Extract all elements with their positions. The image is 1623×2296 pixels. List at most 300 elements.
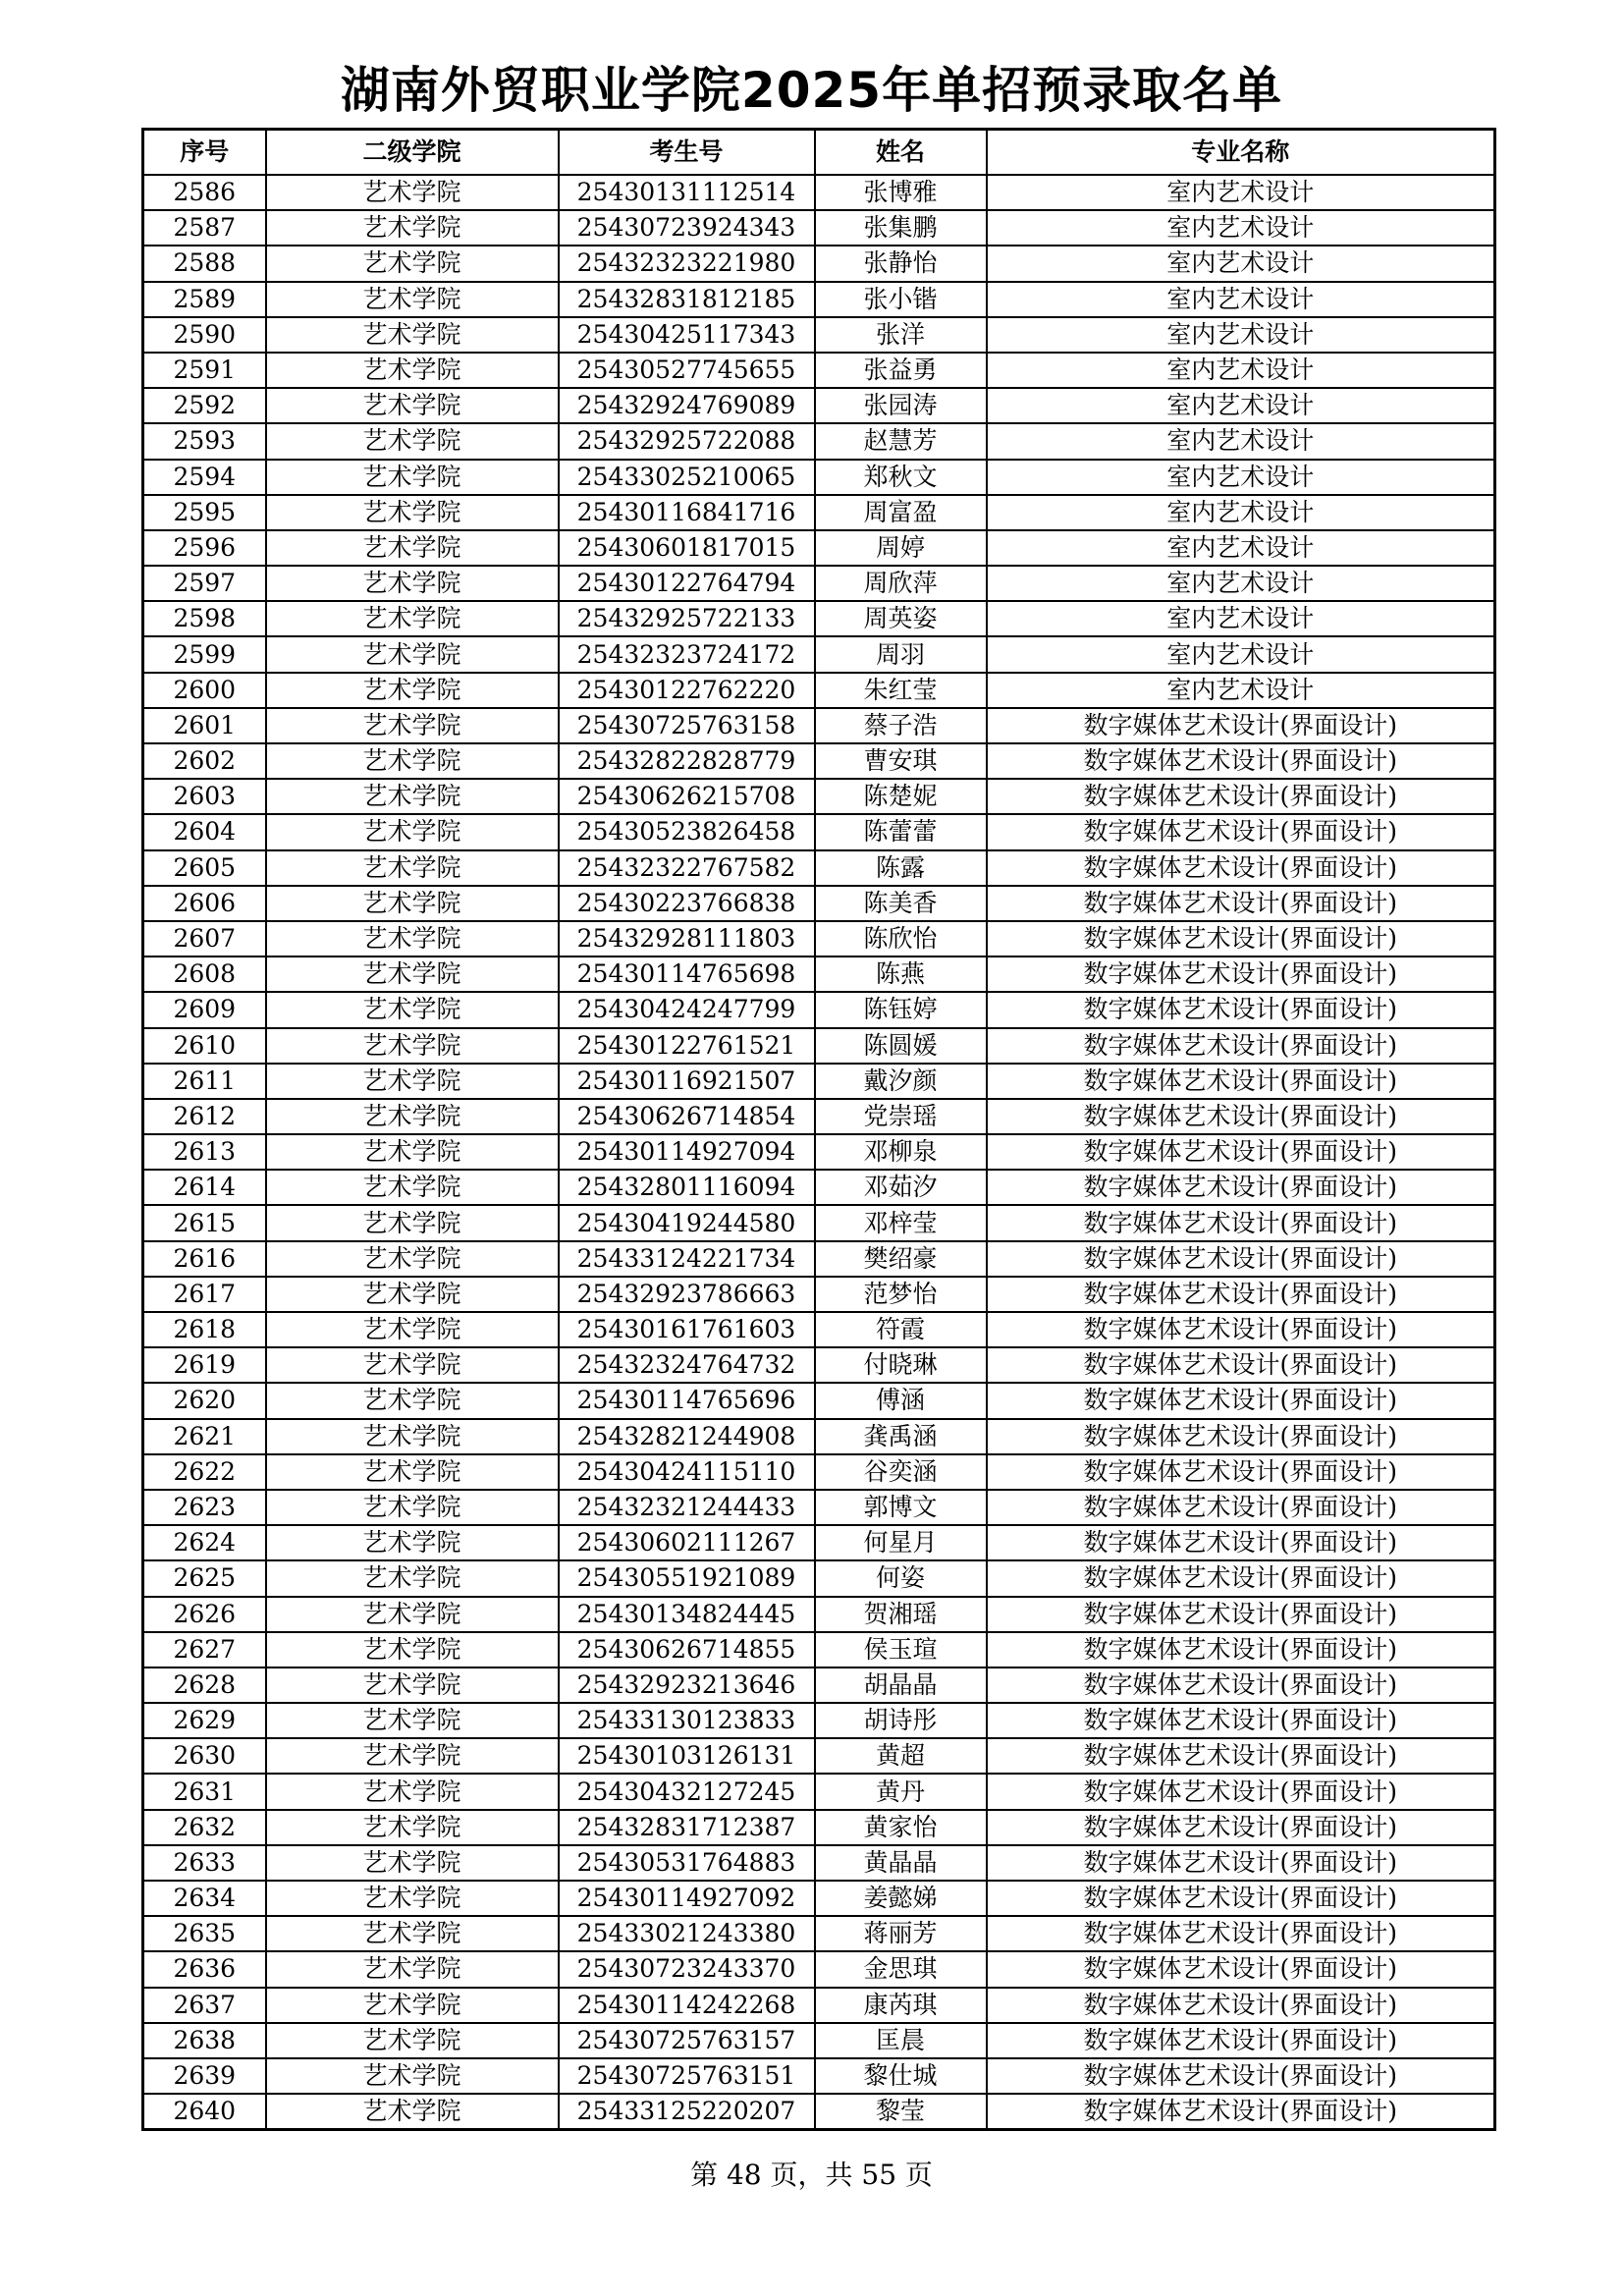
row-name: 付晓琳 (815, 1347, 987, 1383)
row-college: 艺术学院 (266, 601, 559, 636)
row-name: 贺湘瑶 (815, 1597, 987, 1632)
row-name: 樊绍豪 (815, 1241, 987, 1277)
row-index: 2588 (143, 246, 266, 281)
table-row (143, 246, 1495, 281)
row-name: 龚禹涵 (815, 1419, 987, 1454)
row-index: 2625 (143, 1560, 266, 1596)
table-row (143, 1632, 1495, 1667)
row-college: 艺术学院 (266, 1560, 559, 1596)
row-major: 数字媒体艺术设计(界面设计) (987, 1454, 1495, 1490)
row-college: 艺术学院 (266, 1916, 559, 1951)
row-name: 陈蕾蕾 (815, 814, 987, 849)
row-college: 艺术学院 (266, 992, 559, 1027)
table-row (143, 460, 1495, 495)
row-exam-number: 25430602111267 (559, 1525, 815, 1560)
row-name: 曹安琪 (815, 743, 987, 779)
row-college: 艺术学院 (266, 1632, 559, 1667)
row-college: 艺术学院 (266, 957, 559, 992)
row-college: 艺术学院 (266, 566, 559, 601)
row-college: 艺术学院 (266, 1347, 559, 1383)
row-name: 邓梓莹 (815, 1205, 987, 1240)
row-index: 2629 (143, 1703, 266, 1738)
row-exam-number: 25430114242268 (559, 1988, 815, 2023)
table-row (143, 1383, 1495, 1418)
row-major: 数字媒体艺术设计(界面设计) (987, 992, 1495, 1027)
table-row (143, 1347, 1495, 1383)
row-index: 2618 (143, 1312, 266, 1347)
row-name: 张静怡 (815, 246, 987, 281)
row-exam-number: 25432923786663 (559, 1277, 815, 1312)
row-major: 数字媒体艺术设计(界面设计) (987, 1632, 1495, 1667)
row-college: 艺术学院 (266, 317, 559, 353)
row-exam-number: 25430527745655 (559, 353, 815, 388)
row-index: 2590 (143, 317, 266, 353)
row-exam-number: 25432925722133 (559, 601, 815, 636)
row-college: 艺术学院 (266, 1064, 559, 1099)
table-row (143, 708, 1495, 743)
row-exam-number: 25432924769089 (559, 388, 815, 423)
row-major: 数字媒体艺术设计(界面设计) (987, 708, 1495, 743)
row-college: 艺术学院 (266, 779, 559, 814)
row-exam-number: 25430723924343 (559, 210, 815, 246)
table-row (143, 779, 1495, 814)
row-exam-number: 25430425117343 (559, 317, 815, 353)
row-college: 艺术学院 (266, 886, 559, 921)
row-name: 侯玉瑄 (815, 1632, 987, 1667)
row-college: 艺术学院 (266, 388, 559, 423)
row-name: 邓柳泉 (815, 1134, 987, 1170)
table-row (143, 210, 1495, 246)
row-college: 艺术学院 (266, 1277, 559, 1312)
row-name: 黄丹 (815, 1774, 987, 1809)
row-college: 艺术学院 (266, 2023, 559, 2058)
row-major: 数字媒体艺术设计(界面设计) (987, 1525, 1495, 1560)
row-major: 室内艺术设计 (987, 601, 1495, 636)
row-college: 艺术学院 (266, 1312, 559, 1347)
row-index: 2610 (143, 1028, 266, 1064)
table-row (143, 282, 1495, 317)
row-index: 2604 (143, 814, 266, 849)
row-major: 数字媒体艺术设计(界面设计) (987, 1881, 1495, 1916)
row-major: 室内艺术设计 (987, 388, 1495, 423)
row-major: 数字媒体艺术设计(界面设计) (987, 1916, 1495, 1951)
row-major: 数字媒体艺术设计(界面设计) (987, 779, 1495, 814)
row-exam-number: 25430122762220 (559, 673, 815, 708)
table-row (143, 1134, 1495, 1170)
row-major: 室内艺术设计 (987, 175, 1495, 210)
table-row (143, 566, 1495, 601)
row-exam-number: 25432322767582 (559, 850, 815, 886)
row-index: 2597 (143, 566, 266, 601)
row-major: 数字媒体艺术设计(界面设计) (987, 850, 1495, 886)
row-major: 数字媒体艺术设计(界面设计) (987, 1738, 1495, 1774)
table-row (143, 1667, 1495, 1703)
row-major: 数字媒体艺术设计(界面设计) (987, 1277, 1495, 1312)
table-row (143, 850, 1495, 886)
table-row (143, 1881, 1495, 1916)
row-name: 张小锴 (815, 282, 987, 317)
header-name: 姓名 (815, 130, 987, 176)
table-row (143, 1241, 1495, 1277)
row-exam-number: 25432923213646 (559, 1667, 815, 1703)
row-index: 2599 (143, 636, 266, 672)
row-index: 2632 (143, 1810, 266, 1845)
row-exam-number: 25430419244580 (559, 1205, 815, 1240)
table-row (143, 957, 1495, 992)
row-exam-number: 25430551921089 (559, 1560, 815, 1596)
row-college: 艺术学院 (266, 1170, 559, 1205)
row-major: 室内艺术设计 (987, 495, 1495, 530)
row-name: 康芮琪 (815, 1988, 987, 2023)
table-row (143, 1951, 1495, 1987)
row-college: 艺术学院 (266, 743, 559, 779)
row-exam-number: 25433125220207 (559, 2094, 815, 2130)
table-row (143, 886, 1495, 921)
header-major: 专业名称 (987, 130, 1495, 176)
row-name: 陈欣怡 (815, 921, 987, 957)
row-name: 陈美香 (815, 886, 987, 921)
row-name: 何星月 (815, 1525, 987, 1560)
row-name: 傅涵 (815, 1383, 987, 1418)
table-row (143, 1454, 1495, 1490)
row-exam-number: 25430601817015 (559, 530, 815, 566)
row-major: 数字媒体艺术设计(界面设计) (987, 1064, 1495, 1099)
row-name: 戴汐颜 (815, 1064, 987, 1099)
table-row (143, 1028, 1495, 1064)
row-major: 数字媒体艺术设计(界面设计) (987, 1205, 1495, 1240)
table-row (143, 1312, 1495, 1347)
row-major: 数字媒体艺术设计(界面设计) (987, 743, 1495, 779)
row-index: 2592 (143, 388, 266, 423)
row-index: 2596 (143, 530, 266, 566)
row-name: 赵慧芳 (815, 423, 987, 459)
row-index: 2589 (143, 282, 266, 317)
row-name: 周富盈 (815, 495, 987, 530)
row-name: 陈楚妮 (815, 779, 987, 814)
row-college: 艺术学院 (266, 1951, 559, 1987)
row-index: 2594 (143, 460, 266, 495)
header-college: 二级学院 (266, 130, 559, 176)
row-major: 数字媒体艺术设计(界面设计) (987, 1774, 1495, 1809)
row-exam-number: 25430432127245 (559, 1774, 815, 1809)
row-college: 艺术学院 (266, 282, 559, 317)
row-name: 陈钰婷 (815, 992, 987, 1027)
page-title: 湖南外贸职业学院2025年单招预录取名单 (340, 62, 1283, 119)
table-row (143, 1560, 1495, 1596)
row-college: 艺术学院 (266, 210, 559, 246)
table-row (143, 992, 1495, 1027)
row-major: 数字媒体艺术设计(界面设计) (987, 1134, 1495, 1170)
row-college: 艺术学院 (266, 1703, 559, 1738)
row-major: 室内艺术设计 (987, 636, 1495, 672)
row-exam-number: 25430424247799 (559, 992, 815, 1027)
table-row (143, 1064, 1495, 1099)
row-exam-number: 25432801116094 (559, 1170, 815, 1205)
table-row (143, 1597, 1495, 1632)
row-index: 2602 (143, 743, 266, 779)
row-index: 2620 (143, 1383, 266, 1418)
table-row (143, 814, 1495, 849)
table-row (143, 1738, 1495, 1774)
row-exam-number: 25432928111803 (559, 921, 815, 957)
row-exam-number: 25430626215708 (559, 779, 815, 814)
row-major: 数字媒体艺术设计(界面设计) (987, 1988, 1495, 2023)
row-major: 数字媒体艺术设计(界面设计) (987, 1099, 1495, 1134)
row-college: 艺术学院 (266, 2094, 559, 2130)
row-exam-number: 25433025210065 (559, 460, 815, 495)
row-name: 郭博文 (815, 1490, 987, 1525)
row-major: 室内艺术设计 (987, 673, 1495, 708)
table-row (143, 1703, 1495, 1738)
row-index: 2598 (143, 601, 266, 636)
row-major: 室内艺术设计 (987, 566, 1495, 601)
table-header-row (143, 130, 1495, 176)
row-exam-number: 25430103126131 (559, 1738, 815, 1774)
row-index: 2633 (143, 1845, 266, 1881)
row-major: 数字媒体艺术设计(界面设计) (987, 2058, 1495, 2094)
row-college: 艺术学院 (266, 921, 559, 957)
table-row (143, 2058, 1495, 2094)
row-college: 艺术学院 (266, 353, 559, 388)
row-index: 2612 (143, 1099, 266, 1134)
row-major: 数字媒体艺术设计(界面设计) (987, 1703, 1495, 1738)
row-exam-number: 25430116841716 (559, 495, 815, 530)
row-major: 室内艺术设计 (987, 317, 1495, 353)
row-exam-number: 25430161761603 (559, 1312, 815, 1347)
row-exam-number: 25430531764883 (559, 1845, 815, 1881)
row-exam-number: 25432925722088 (559, 423, 815, 459)
row-index: 2640 (143, 2094, 266, 2130)
row-major: 数字媒体艺术设计(界面设计) (987, 1845, 1495, 1881)
row-index: 2614 (143, 1170, 266, 1205)
row-index: 2611 (143, 1064, 266, 1099)
row-index: 2606 (143, 886, 266, 921)
row-exam-number: 25432324764732 (559, 1347, 815, 1383)
row-exam-number: 25432822828779 (559, 743, 815, 779)
row-index: 2631 (143, 1774, 266, 1809)
row-index: 2635 (143, 1916, 266, 1951)
row-name: 周羽 (815, 636, 987, 672)
row-major: 数字媒体艺术设计(界面设计) (987, 1951, 1495, 1987)
row-index: 2601 (143, 708, 266, 743)
table-row (143, 353, 1495, 388)
row-exam-number: 25430424115110 (559, 1454, 815, 1490)
row-college: 艺术学院 (266, 636, 559, 672)
row-index: 2613 (143, 1134, 266, 1170)
row-college: 艺术学院 (266, 814, 559, 849)
row-exam-number: 25430725763151 (559, 2058, 815, 2094)
row-name: 陈圆媛 (815, 1028, 987, 1064)
row-name: 符霞 (815, 1312, 987, 1347)
row-name: 黎仕城 (815, 2058, 987, 2094)
row-college: 艺术学院 (266, 708, 559, 743)
row-exam-number: 25430122764794 (559, 566, 815, 601)
row-college: 艺术学院 (266, 1810, 559, 1845)
row-college: 艺术学院 (266, 1454, 559, 1490)
row-college: 艺术学院 (266, 1988, 559, 2023)
table-row (143, 495, 1495, 530)
row-major: 数字媒体艺术设计(界面设计) (987, 1560, 1495, 1596)
header-exam-number: 考生号 (559, 130, 815, 176)
row-college: 艺术学院 (266, 1383, 559, 1418)
row-index: 2616 (143, 1241, 266, 1277)
row-major: 数字媒体艺术设计(界面设计) (987, 2023, 1495, 2058)
row-index: 2637 (143, 1988, 266, 2023)
row-college: 艺术学院 (266, 673, 559, 708)
row-exam-number: 25430114765698 (559, 957, 815, 992)
row-exam-number: 25430523826458 (559, 814, 815, 849)
row-name: 邓茹汐 (815, 1170, 987, 1205)
row-major: 数字媒体艺术设计(界面设计) (987, 1241, 1495, 1277)
row-index: 2603 (143, 779, 266, 814)
row-exam-number: 25430134824445 (559, 1597, 815, 1632)
row-college: 艺术学院 (266, 1241, 559, 1277)
row-major: 室内艺术设计 (987, 246, 1495, 281)
row-index: 2628 (143, 1667, 266, 1703)
row-college: 艺术学院 (266, 1845, 559, 1881)
row-index: 2586 (143, 175, 266, 210)
row-college: 艺术学院 (266, 1028, 559, 1064)
row-exam-number: 25430131112514 (559, 175, 815, 210)
row-name: 陈露 (815, 850, 987, 886)
row-name: 陈燕 (815, 957, 987, 992)
row-name: 朱红莹 (815, 673, 987, 708)
row-college: 艺术学院 (266, 1419, 559, 1454)
table-row (143, 1205, 1495, 1240)
row-exam-number: 25430725763157 (559, 2023, 815, 2058)
row-name: 范梦怡 (815, 1277, 987, 1312)
row-index: 2639 (143, 2058, 266, 2094)
row-index: 2624 (143, 1525, 266, 1560)
row-college: 艺术学院 (266, 1099, 559, 1134)
table-row (143, 1916, 1495, 1951)
table-row (143, 2094, 1495, 2130)
row-college: 艺术学院 (266, 530, 559, 566)
table-row (143, 1774, 1495, 1809)
row-index: 2636 (143, 1951, 266, 1987)
row-major: 室内艺术设计 (987, 423, 1495, 459)
table-body (143, 175, 1495, 2130)
table-row (143, 1988, 1495, 2023)
row-name: 谷奕涵 (815, 1454, 987, 1490)
table-row (143, 2023, 1495, 2058)
row-college: 艺术学院 (266, 495, 559, 530)
row-exam-number: 25430114765696 (559, 1383, 815, 1418)
row-major: 数字媒体艺术设计(界面设计) (987, 1419, 1495, 1454)
row-exam-number: 25432831712387 (559, 1810, 815, 1845)
row-index: 2621 (143, 1419, 266, 1454)
row-exam-number: 25430626714854 (559, 1099, 815, 1134)
row-college: 艺术学院 (266, 1738, 559, 1774)
table-row (143, 601, 1495, 636)
row-index: 2615 (143, 1205, 266, 1240)
row-index: 2593 (143, 423, 266, 459)
row-index: 2623 (143, 1490, 266, 1525)
row-exam-number: 25432831812185 (559, 282, 815, 317)
row-index: 2608 (143, 957, 266, 992)
table-row (143, 1419, 1495, 1454)
row-major: 数字媒体艺术设计(界面设计) (987, 1312, 1495, 1347)
row-major: 数字媒体艺术设计(界面设计) (987, 1490, 1495, 1525)
row-major: 室内艺术设计 (987, 282, 1495, 317)
row-exam-number: 25432321244433 (559, 1490, 815, 1525)
row-college: 艺术学院 (266, 850, 559, 886)
header-index: 序号 (143, 130, 266, 176)
table-row (143, 530, 1495, 566)
row-college: 艺术学院 (266, 1490, 559, 1525)
row-college: 艺术学院 (266, 1881, 559, 1916)
row-major: 数字媒体艺术设计(界面设计) (987, 886, 1495, 921)
row-college: 艺术学院 (266, 1525, 559, 1560)
table-row (143, 388, 1495, 423)
row-major: 数字媒体艺术设计(界面设计) (987, 1667, 1495, 1703)
table-row (143, 921, 1495, 957)
row-index: 2627 (143, 1632, 266, 1667)
row-name: 胡诗彤 (815, 1703, 987, 1738)
row-major: 数字媒体艺术设计(界面设计) (987, 1810, 1495, 1845)
row-index: 2634 (143, 1881, 266, 1916)
row-index: 2619 (143, 1347, 266, 1383)
table-row (143, 1845, 1495, 1881)
row-exam-number: 25432821244908 (559, 1419, 815, 1454)
row-exam-number: 25430725763158 (559, 708, 815, 743)
row-exam-number: 25430116921507 (559, 1064, 815, 1099)
row-name: 蔡子浩 (815, 708, 987, 743)
row-major: 室内艺术设计 (987, 353, 1495, 388)
row-major: 数字媒体艺术设计(界面设计) (987, 921, 1495, 957)
row-index: 2591 (143, 353, 266, 388)
table-row (143, 1490, 1495, 1525)
row-name: 姜懿娣 (815, 1881, 987, 1916)
row-index: 2609 (143, 992, 266, 1027)
row-index: 2626 (143, 1597, 266, 1632)
row-name: 蒋丽芳 (815, 1916, 987, 1951)
row-major: 数字媒体艺术设计(界面设计) (987, 1347, 1495, 1383)
row-exam-number: 25432323724172 (559, 636, 815, 672)
row-college: 艺术学院 (266, 1205, 559, 1240)
row-index: 2600 (143, 673, 266, 708)
row-name: 张集鹏 (815, 210, 987, 246)
row-index: 2630 (143, 1738, 266, 1774)
table-row (143, 1810, 1495, 1845)
row-index: 2587 (143, 210, 266, 246)
row-college: 艺术学院 (266, 1667, 559, 1703)
table-row (143, 673, 1495, 708)
row-major: 数字媒体艺术设计(界面设计) (987, 814, 1495, 849)
row-college: 艺术学院 (266, 460, 559, 495)
row-name: 周欣萍 (815, 566, 987, 601)
row-major: 数字媒体艺术设计(界面设计) (987, 1383, 1495, 1418)
admission-table (141, 128, 1496, 2131)
row-exam-number: 25433130123833 (559, 1703, 815, 1738)
table-row (143, 1277, 1495, 1312)
row-name: 张益勇 (815, 353, 987, 388)
row-name: 何姿 (815, 1560, 987, 1596)
row-name: 黄家怡 (815, 1810, 987, 1845)
row-college: 艺术学院 (266, 1774, 559, 1809)
row-name: 党崇瑶 (815, 1099, 987, 1134)
row-major: 数字媒体艺术设计(界面设计) (987, 957, 1495, 992)
row-name: 黎莹 (815, 2094, 987, 2130)
row-exam-number: 25430114927092 (559, 1881, 815, 1916)
row-name: 张洋 (815, 317, 987, 353)
row-major: 室内艺术设计 (987, 460, 1495, 495)
row-college: 艺术学院 (266, 246, 559, 281)
row-exam-number: 25430626714855 (559, 1632, 815, 1667)
row-index: 2638 (143, 2023, 266, 2058)
row-college: 艺术学院 (266, 1134, 559, 1170)
row-index: 2607 (143, 921, 266, 957)
